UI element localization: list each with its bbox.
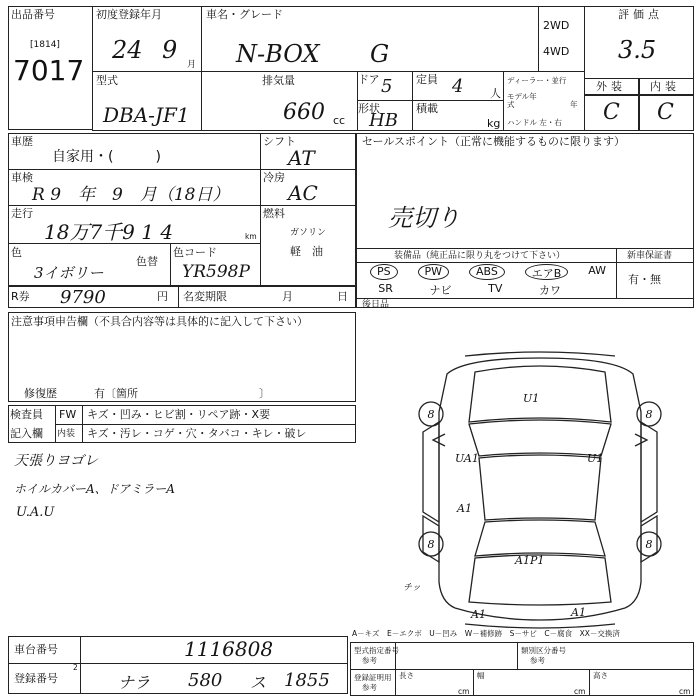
month-unit: 月 bbox=[187, 60, 197, 70]
color-code-value: YR598P bbox=[182, 262, 250, 282]
handle-label: ハンドル 左・右 bbox=[507, 118, 562, 127]
recycle-value: 9790 bbox=[60, 287, 106, 308]
ac-value: AC bbox=[288, 181, 318, 205]
shift-label: シフト bbox=[263, 135, 296, 148]
interior-label: 内装 bbox=[650, 80, 680, 93]
car-damage-diagram bbox=[405, 352, 675, 627]
tailgate-mark: A1P1 bbox=[515, 554, 545, 567]
registration-number: 1855 bbox=[284, 670, 330, 691]
capacity-value: 4 bbox=[452, 76, 464, 97]
chassis-box bbox=[8, 636, 348, 664]
year-unit: 年 bbox=[570, 100, 578, 109]
fw-label: FW bbox=[59, 408, 77, 421]
mileage-label: 走行 bbox=[11, 207, 33, 220]
yen-unit: 円 bbox=[157, 290, 168, 303]
hood-mark: U1 bbox=[523, 392, 540, 405]
registration-region: ナラ bbox=[118, 673, 151, 692]
equipment-row-1 bbox=[360, 264, 616, 280]
reg-cert-label: 登録証明用 bbox=[354, 673, 392, 682]
drive-2wd: 2WD bbox=[543, 19, 570, 32]
equip-leather: カワ bbox=[539, 284, 562, 297]
model-cert-ref: 参考 bbox=[362, 656, 377, 665]
equip-aw: AW bbox=[588, 264, 607, 277]
left-door-mark: UA1 bbox=[455, 452, 479, 465]
first-reg-label: 初度登録年月 bbox=[96, 8, 162, 21]
model-value: DBA-JF1 bbox=[103, 103, 190, 127]
width-label: 幅 bbox=[477, 671, 485, 680]
exterior-label: 外装 bbox=[596, 80, 626, 93]
rating-value: 3.5 bbox=[618, 36, 657, 64]
displacement-label: 排気量 bbox=[262, 74, 295, 87]
name-change-label: 名変期限 bbox=[183, 290, 227, 303]
chassis-value: 1116808 bbox=[184, 637, 274, 661]
equip-abs: ABS bbox=[469, 264, 505, 280]
drive-4wd: 4WD bbox=[543, 45, 570, 58]
name-change-day: 日 bbox=[337, 290, 348, 303]
height-cm: cm bbox=[679, 687, 691, 696]
exterior-value: C bbox=[603, 100, 620, 125]
rating-label: 評価点 bbox=[618, 8, 663, 21]
cc-unit: cc bbox=[333, 114, 346, 127]
new-warranty-value: 有・無 bbox=[628, 273, 661, 286]
notes-label: 注意事項申告欄（不具合内容等は具体的に記入して下さい） bbox=[11, 315, 308, 328]
right-door-mark: U1 bbox=[587, 452, 604, 465]
wheel-mark-rr: 8 bbox=[645, 538, 653, 551]
model-year-label: モデル年式 bbox=[507, 92, 537, 109]
drive-box bbox=[538, 6, 585, 72]
km-unit: km bbox=[245, 232, 257, 241]
shape-value: HB bbox=[369, 110, 398, 131]
equip-pw: PW bbox=[418, 264, 450, 280]
inspector-note-2: ホイルカバーA、ドアミラーA bbox=[14, 482, 175, 496]
chip-note: チッ bbox=[403, 583, 421, 593]
left-rear-mark: A1 bbox=[457, 502, 472, 515]
ac-label: 冷房 bbox=[263, 171, 285, 184]
repair-label: 修復歴 bbox=[24, 387, 57, 400]
damage-legend: A－キズ E－エクボ U－凹み W－補修跡 S－サビ C－腐食 XX－交換済 bbox=[352, 629, 620, 638]
car-name: N-BOX bbox=[236, 40, 320, 68]
width-cm: cm bbox=[574, 687, 586, 696]
rear-seat-label: 後日品 bbox=[362, 300, 390, 310]
wheel-mark-fl: 8 bbox=[427, 408, 435, 421]
interior-value: C bbox=[657, 100, 674, 125]
color-value: 3イボリー bbox=[34, 264, 104, 282]
model-label: 型式 bbox=[96, 74, 118, 87]
inspector-label-1: 検査員 bbox=[10, 408, 43, 421]
recycle-label: R券 bbox=[11, 290, 30, 303]
lot-small-number: [1814] bbox=[30, 40, 60, 50]
mileage-value: 18万7千9 1 4 bbox=[44, 220, 174, 244]
inspector-note-1: 天張りヨゴレ bbox=[14, 453, 98, 469]
sales-label: セールスポイント（正常に機能するものに限ります） bbox=[362, 135, 626, 148]
wheel-mark-fr: 8 bbox=[645, 408, 653, 421]
reg-cert-ref: 参考 bbox=[362, 683, 377, 692]
lot-label: 出品番号 bbox=[11, 8, 55, 21]
repair-value: 有〔箇所 〕 bbox=[94, 387, 270, 400]
color-change-label: 色替 bbox=[136, 255, 158, 268]
first-reg-month: 9 bbox=[162, 36, 178, 64]
grade: G bbox=[370, 40, 390, 68]
height-label: 高さ bbox=[593, 671, 608, 680]
kg-unit: kg bbox=[487, 117, 501, 130]
car-name-label: 車名・グレード bbox=[206, 8, 283, 21]
inspection-label: 車検 bbox=[11, 171, 33, 184]
class-label: 類別区分番号 bbox=[521, 646, 566, 655]
displacement-value: 660 bbox=[283, 100, 325, 125]
dealer-label: ディーラー・並行 bbox=[507, 76, 567, 85]
name-change-month: 月 bbox=[282, 290, 293, 303]
registration-sup: 2 bbox=[73, 663, 78, 672]
rear-bumper-mark-l: A1 bbox=[471, 608, 486, 621]
equip-airbag: エアB bbox=[525, 264, 569, 280]
sales-value: 売切り bbox=[388, 204, 460, 232]
interior-label-small: 内装 bbox=[57, 429, 76, 439]
shift-value: AT bbox=[288, 146, 315, 170]
capacity-label: 定員 bbox=[416, 73, 438, 86]
registration-kana: ス bbox=[250, 673, 267, 692]
equip-ps: PS bbox=[370, 264, 398, 280]
interior-items: キズ・汚レ・コゲ・穴・タバコ・キレ・破レ bbox=[87, 427, 307, 440]
lot-number: 7017 bbox=[13, 54, 85, 87]
rear-bumper-mark-r: A1 bbox=[571, 606, 586, 619]
doors-value: 5 bbox=[381, 76, 393, 97]
length-cm: cm bbox=[458, 687, 470, 696]
chassis-label: 車台番号 bbox=[14, 643, 58, 656]
equip-tv: TV bbox=[488, 282, 503, 295]
length-label: 長さ bbox=[399, 671, 414, 680]
shape-label: 形状 bbox=[358, 102, 380, 115]
equipment-row-2 bbox=[360, 282, 616, 296]
history-label: 車歴 bbox=[11, 135, 33, 148]
inspector-label-2: 記入欄 bbox=[10, 427, 43, 440]
wheel-mark-rl: 8 bbox=[427, 538, 435, 551]
color-label: 色 bbox=[11, 246, 22, 259]
color-code-label: 色コード bbox=[173, 246, 217, 259]
fuel-diesel: 軽 油 bbox=[290, 245, 323, 258]
fw-items: キズ・凹み・ヒビ割・リペア跡・X要 bbox=[87, 408, 271, 421]
equip-navi: ナビ bbox=[429, 284, 452, 297]
model-cert-label: 型式指定番号 bbox=[354, 646, 399, 655]
load-label: 積載 bbox=[416, 102, 438, 115]
inspector-note-3: U.A.U bbox=[16, 505, 55, 520]
fuel-gasoline: ガソリン bbox=[290, 228, 327, 238]
first-reg-year: 24 bbox=[112, 36, 143, 64]
doors-label: ドア bbox=[358, 73, 380, 86]
new-warranty-label: 新車保証書 bbox=[627, 251, 673, 261]
registration-label: 登録番号 bbox=[14, 672, 58, 685]
equipment-label: 装備品（純正品に限り丸をつけて下さい） bbox=[394, 251, 566, 261]
history-value: 自家用・( ) bbox=[52, 149, 161, 165]
class-ref: 参考 bbox=[530, 656, 545, 665]
fuel-label: 燃料 bbox=[263, 207, 285, 220]
equip-sr: SR bbox=[378, 282, 393, 295]
registration-class: 580 bbox=[188, 670, 223, 691]
inspection-value: R 9 年 9 月（18日） bbox=[32, 185, 230, 205]
persons-unit: 人 bbox=[490, 87, 501, 100]
